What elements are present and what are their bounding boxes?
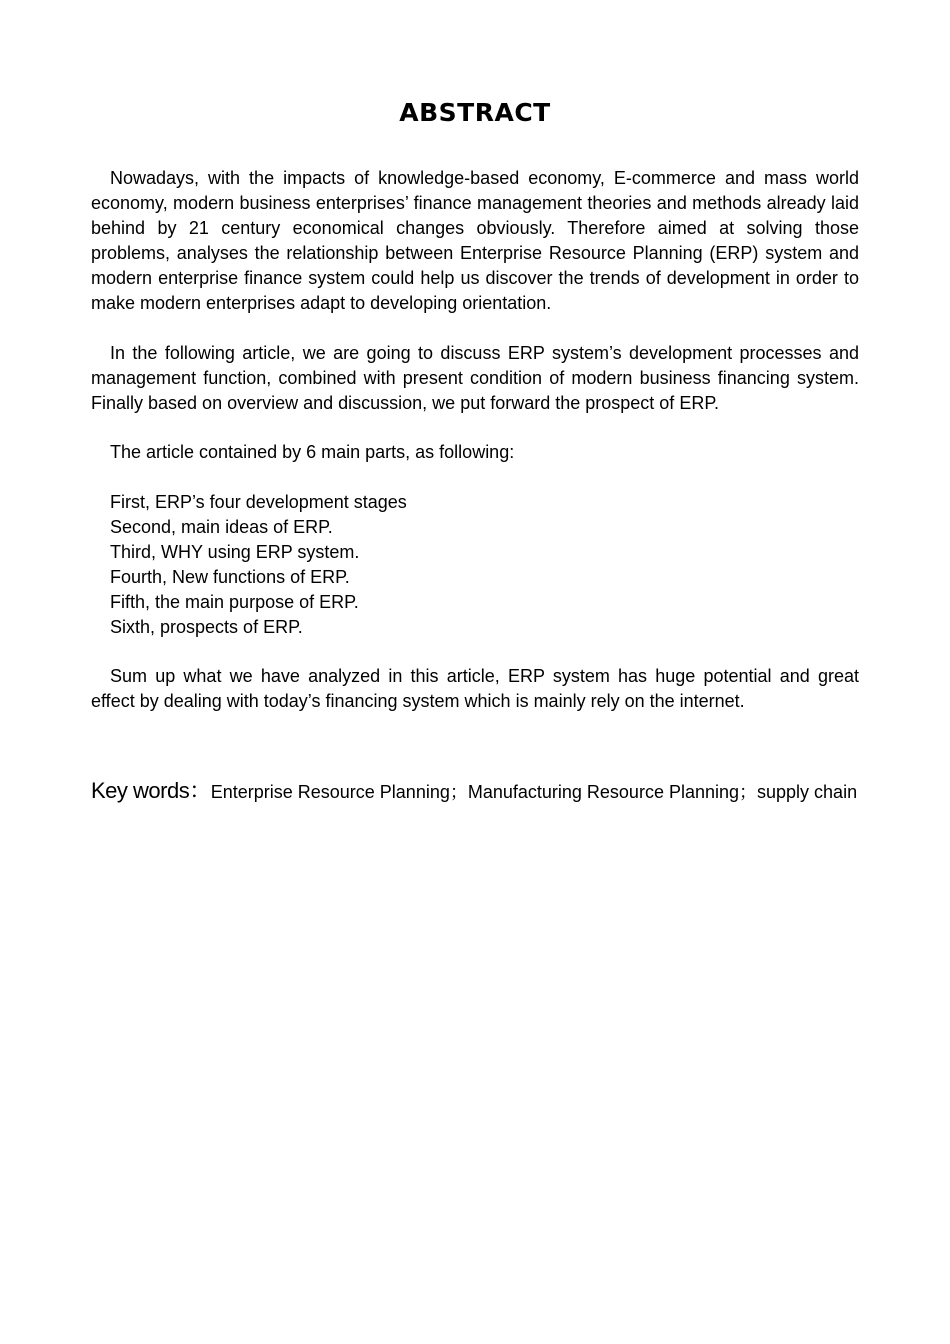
abstract-title: ABSTRACT: [399, 98, 551, 127]
list-item: Fifth, the main purpose of ERP.: [110, 592, 359, 612]
keywords-line: [91, 773, 859, 810]
list-item: Third, WHY using ERP system.: [110, 542, 360, 562]
structure-paragraph: The article contained by 6 main parts, as following:: [110, 442, 515, 462]
conclusion-paragraph: Sum up what we have analyzed in this article, ERP system has huge potential and great effect by dealing with today’s financing system which is mainly rely on the internet.: [91, 666, 859, 711]
intro-paragraph: Nowadays, with the impacts of knowledge-based economy, E-commerce and mass world economy, modern business enterprises’ finance management theories and methods already laid behind by 21 century economical changes obviously. Therefore aimed at solving those problems, analyses the relationship between Enterprise Resource Planning (ERP) system and modern enterprise finance system could help us discover the trends of development in order to make modern enterprises adapt to developing orientation.: [91, 168, 859, 313]
keywords-text: Enterprise Resource Planning；Manufacturing Resource Planning；supply chain: [210, 782, 858, 802]
list-item: Second, main ideas of ERP.: [110, 517, 333, 537]
parts-list: [91, 490, 859, 640]
list-item: Fourth, New functions of ERP.: [110, 567, 350, 587]
list-item: Sixth, prospects of ERP.: [110, 617, 303, 637]
keywords-label: Key words：: [91, 778, 211, 803]
list-item: First, ERP’s four development stages: [110, 492, 407, 512]
discussion-paragraph: In the following article, we are going to discuss ERP system’s development processes and management function, combined with present condition of modern business financing system. Finally based on overview and discussion, we put forward the prospect of ERP.: [91, 343, 859, 413]
